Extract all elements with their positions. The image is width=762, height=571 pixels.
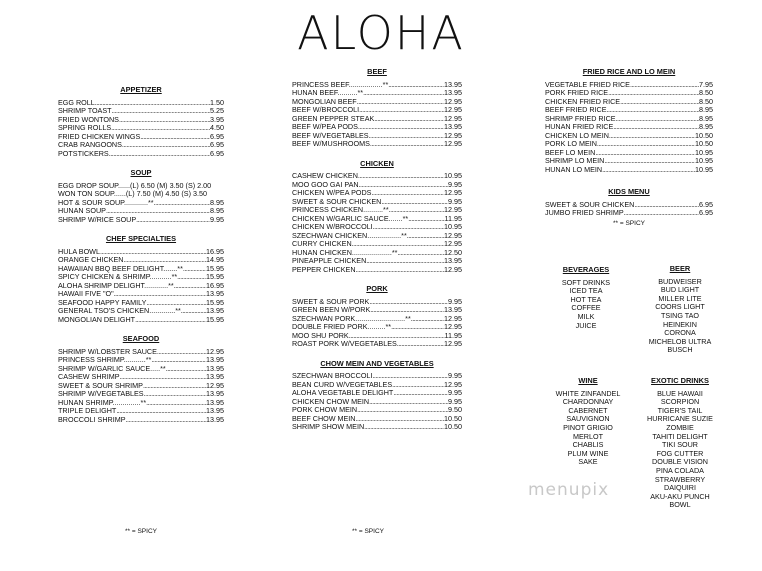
drink-item: STRAWBERRY: [654, 474, 706, 484]
item-name: HULA BOWL: [58, 246, 100, 256]
dot-leader: [174, 282, 206, 291]
item-name: SWEET & SOUR PORK: [292, 296, 370, 306]
item-name: SHRIMP FRIED RICE: [545, 113, 616, 123]
drink-item: CHARDONNAY: [562, 397, 614, 407]
dot-leader: [369, 298, 448, 307]
item-name: CHICKEN CHOW MEIN: [292, 396, 370, 406]
item-price: 9.95: [448, 388, 462, 397]
menu-section: [58, 335, 224, 424]
dot-leader: [597, 140, 695, 149]
dot-leader: [356, 266, 444, 275]
item-price: 9.95: [448, 296, 462, 306]
dot-leader: [144, 390, 206, 399]
dot-leader: [595, 149, 695, 158]
item-price: 13.95: [206, 397, 224, 407]
drinks-heading: EXOTIC DRINKS: [651, 376, 709, 385]
item-name: HUNAN SHRIMP..............**: [58, 397, 147, 407]
item-price: 8.95: [699, 105, 713, 114]
dot-leader: [604, 157, 695, 166]
drink-item: PINA COLADA: [656, 465, 704, 475]
menu-column-right: [545, 68, 713, 242]
item-price: 13.95: [444, 79, 462, 89]
menu-column-left: [58, 86, 224, 435]
dot-leader: [411, 315, 444, 324]
drink-item: MICHELOB ULTRA: [648, 336, 712, 346]
item-price: 15.95: [206, 297, 224, 307]
section-heading: CHICKEN: [360, 158, 394, 168]
item-name: SHRIMP W/RICE SOUP: [58, 214, 137, 224]
item-name: BEEF FRIED RICE: [545, 105, 607, 114]
drink-item: PLUM WINE: [567, 448, 609, 458]
drink-item: BLUE HAWAII: [657, 388, 703, 398]
item-name: BEEF W/BROCCOLI: [292, 105, 360, 114]
item-price: 16.95: [206, 280, 224, 290]
item-price: 9.95: [448, 179, 462, 189]
item-price: 13.95: [444, 305, 462, 314]
item-name: MOO GOO GAI PAN: [292, 179, 359, 189]
item-price: 10.95: [695, 147, 713, 157]
item-name: CASHEW SHRIMP: [58, 372, 120, 381]
drink-item: TIKI SOUR: [662, 440, 698, 450]
drink-item: ZOMBIE: [666, 422, 694, 432]
section-heading: CHEF SPECIALTIES: [105, 234, 177, 243]
item-name: SHRIMP W/LOBSTER SAUCE: [58, 346, 157, 356]
drink-item: WHITE ZINFANDEL: [555, 388, 621, 398]
menupix-watermark: menupix: [528, 480, 610, 500]
item-price: 8.95: [210, 206, 224, 215]
item-name: SZECHWAN BROCCOLI: [292, 371, 373, 380]
dot-leader: [356, 415, 445, 424]
item-name: HUNAN FRIED RICE: [545, 122, 614, 131]
menu-item: [58, 316, 224, 325]
item-name: SPRING ROLLS: [58, 123, 112, 132]
drink-item: DOUBLE VISION: [652, 457, 708, 467]
item-price: 13.95: [206, 414, 224, 424]
item-price: 15.95: [206, 272, 224, 281]
dot-leader: [607, 106, 699, 115]
item-price: 16.95: [206, 246, 224, 256]
item-price: 12.50: [444, 247, 462, 257]
item-name: CHICKEN W/BROCCOLI: [292, 222, 373, 231]
dot-leader: [602, 166, 695, 175]
drink-item: TIGER'S TAIL: [657, 405, 703, 415]
item-price: 6.95: [699, 199, 713, 209]
dot-leader: [126, 416, 207, 425]
item-name: SWEET & SOUR CHICKEN: [292, 196, 382, 206]
item-price: 9.95: [448, 196, 462, 206]
item-name: TRIPLE DELIGHT: [58, 406, 117, 415]
dot-leader: [630, 81, 699, 90]
item-price: 6.95: [210, 131, 224, 141]
section-heading: SEAFOOD: [122, 334, 160, 343]
dot-leader: [116, 407, 206, 416]
item-price: 10.95: [695, 164, 713, 174]
drink-item: HEINEKIN: [663, 319, 697, 329]
item-name: SHRIMP TOAST: [58, 106, 112, 115]
menu-item: [292, 340, 462, 349]
menu-section: [292, 68, 462, 149]
item-name: PEPPER CHICKEN: [292, 264, 356, 274]
item-name: CHICKEN W/GARLIC SAUCE.......**: [292, 213, 409, 223]
dot-leader: [135, 316, 206, 325]
item-name: PORK CHOW MEIN: [292, 405, 358, 414]
dot-leader: [608, 89, 699, 98]
dot-leader: [616, 115, 699, 124]
item-name: BROCCOLI SHRIMP: [58, 414, 126, 424]
drink-item: CORONA: [664, 328, 696, 338]
item-price: 8.95: [699, 113, 713, 123]
item-price: 13.95: [206, 406, 224, 415]
item-name: DOUBLE FRIED PORK.........**: [292, 322, 392, 331]
dot-leader: [109, 150, 210, 159]
item-price: 13.95: [206, 372, 224, 381]
item-name: MONGOLIAN DELIGHT: [58, 314, 136, 324]
item-price: 10.50: [695, 130, 713, 140]
item-name: SZECHWAN CHICKEN.................**: [292, 230, 407, 240]
item-name: CHICKEN LO MEIN: [545, 130, 609, 140]
item-price: 9.95: [448, 371, 462, 380]
item-name: POTSTICKERS: [58, 148, 109, 158]
item-price: 10.50: [444, 413, 462, 423]
item-price: 15.95: [206, 314, 224, 324]
dot-leader: [609, 132, 695, 141]
item-price: 12.95: [444, 339, 462, 348]
item-name: PRINCESS BEEF.................**: [292, 79, 389, 89]
item-price: 3.95: [210, 114, 224, 124]
item-price: 13.95: [206, 389, 224, 398]
item-name: FRIED CHICKEN WINGS: [58, 131, 141, 141]
drink-item: SCORPION: [660, 397, 700, 407]
dot-leader: [181, 307, 206, 316]
item-price: 15.95: [206, 263, 224, 273]
menu-item: [58, 150, 224, 159]
drink-item: SOFT DRINKS: [561, 277, 611, 287]
item-name: PORK LO MEIN: [545, 139, 597, 148]
dot-leader: [157, 348, 206, 357]
exotic-drinks-list: [630, 377, 730, 510]
item-name: CHICKEN W/PEA PODS: [292, 188, 372, 197]
item-name: SHRIMP SHOW MEIN: [292, 422, 365, 431]
section-heading: BEEF: [367, 67, 387, 76]
item-price: 12.95: [206, 346, 224, 356]
item-name: GREEN BEEN W/PORK: [292, 305, 371, 314]
item-name: PINEAPPLE CHICKEN: [292, 256, 367, 265]
item-name: SPICY CHICKEN & SHRIMP...........**: [58, 272, 178, 281]
item-name: BEAN CURD W/VEGETABLES: [292, 379, 393, 389]
item-price: 8.50: [699, 88, 713, 97]
menu-column-middle: [292, 68, 462, 443]
item-name: GREEN PEPPER STEAK: [292, 113, 375, 123]
beverages-list: [548, 266, 624, 330]
dot-leader: [359, 181, 448, 190]
dot-leader: [154, 199, 210, 208]
menu-item: [545, 209, 713, 218]
item-name: SWEET & SOUR CHICKEN: [545, 199, 635, 209]
item-name: MOO SHU PORK: [292, 330, 349, 340]
item-price: 13.95: [206, 306, 224, 315]
item-name: GENERAL TSO'S CHICKEN.............**: [58, 306, 181, 315]
menu-item: [58, 416, 224, 425]
dot-leader: [624, 209, 699, 218]
dot-leader: [95, 99, 210, 108]
item-price: 13.95: [444, 122, 462, 131]
menu-item: [292, 140, 462, 149]
item-name: CASHEW CHICKEN: [292, 171, 358, 180]
section-heading: CHOW MEIN AND VEGETABLES: [320, 358, 434, 368]
item-price: 12.95: [444, 313, 462, 323]
item-name: SHRIMP W/GARLIC SAUCE.....**: [58, 363, 166, 373]
item-price: 10.50: [444, 422, 462, 431]
dot-leader: [391, 323, 444, 332]
item-name: CURRY CHICKEN: [292, 239, 352, 248]
item-price: 1.50: [210, 97, 224, 107]
item-name: ALOHA SHRIMP DELIGHT............**: [58, 280, 174, 290]
drinks-heading: BEVERAGES: [562, 265, 610, 274]
dot-leader: [369, 398, 448, 407]
item-name: SZECHWAN PORK.........................**: [292, 313, 411, 323]
drink-item: BUSCH: [667, 345, 693, 355]
dot-leader: [374, 115, 444, 124]
dot-leader: [166, 365, 206, 374]
spicy-note: ** = SPICY: [613, 219, 645, 227]
menu-section: [292, 360, 462, 432]
drink-item: HURRICANE SUZIE: [647, 414, 713, 424]
item-price: 11.95: [444, 330, 462, 340]
item-price: 6.95: [210, 140, 224, 149]
section-heading: KIDS MENU: [608, 187, 650, 196]
menu-section: [292, 160, 462, 275]
item-name: BEEF W/PEA PODS: [292, 122, 358, 131]
drink-item: MILK: [577, 311, 595, 321]
menu-item: [292, 266, 462, 275]
dot-leader: [408, 215, 444, 224]
item-name: SHRIMP LO MEIN: [545, 156, 605, 165]
drink-item: HOT TEA: [570, 294, 602, 304]
drink-item: BOWL: [669, 500, 691, 510]
item-name: ORANGE CHICKEN: [58, 255, 124, 264]
item-price: 12.95: [444, 139, 462, 148]
item-name: HUNAN SOUP: [58, 206, 106, 215]
item-price: 12.95: [444, 379, 462, 389]
item-price: 13.95: [206, 363, 224, 373]
dot-leader: [634, 201, 699, 210]
item-name: PRINCESS SHRIMP...........**: [58, 355, 152, 364]
menu-item: [58, 216, 224, 225]
drink-item: DAIQUIRI: [664, 483, 696, 493]
drink-item: AKU-AKU PUNCH: [650, 491, 710, 501]
item-price: 13.95: [444, 88, 462, 97]
item-price: 11.95: [444, 213, 462, 223]
item-name: PRINCESS CHICKEN..........**: [292, 205, 389, 214]
dot-leader: [613, 123, 699, 132]
dot-leader: [370, 140, 444, 149]
item-name: HUNAN LO MEIN: [545, 164, 603, 174]
menu-section: [58, 235, 224, 324]
item-name: EGG ROLL: [58, 97, 95, 107]
section-heading: APPETIZER: [120, 85, 162, 94]
drink-item: SAUVIGNON: [566, 414, 610, 424]
item-price: 5.25: [210, 106, 224, 115]
drink-item: PINOT GRIGIO: [563, 422, 613, 432]
item-name: HOT & SOUR SOUP............**: [58, 197, 154, 207]
dot-leader: [366, 257, 444, 266]
drink-item: BUD LIGHT: [660, 285, 700, 295]
item-name: FRIED WONTONS: [58, 114, 119, 124]
dot-leader: [363, 89, 444, 98]
dot-leader: [119, 116, 210, 125]
item-price: 4.50: [210, 123, 224, 132]
dot-leader: [177, 273, 206, 282]
item-name: BEEF W/MUSHROOMS: [292, 139, 370, 148]
item-price: 12.95: [444, 264, 462, 274]
item-name: HAWAII FIVE "O": [58, 289, 114, 298]
drink-item: COORS LIGHT: [655, 302, 705, 312]
item-price: 13.95: [206, 289, 224, 298]
drink-item: TAHITI DELIGHT: [652, 431, 708, 441]
item-name: CHICKEN FRIED RICE: [545, 96, 621, 106]
item-price: 6.95: [210, 148, 224, 158]
drink-item: BUDWEISER: [658, 276, 702, 286]
item-name: BEEF W/VEGETABLES: [292, 130, 369, 140]
item-price: 9.95: [448, 396, 462, 406]
item-name: HUNAN CHICKEN....................**: [292, 247, 398, 257]
item-price: 12.95: [444, 105, 462, 114]
dot-leader: [407, 232, 444, 241]
dot-leader: [358, 123, 444, 132]
dot-leader: [140, 133, 210, 142]
item-name: ROAST PORK W/VEGETABLES: [292, 339, 397, 348]
drink-item: JUICE: [575, 320, 597, 330]
menu-item: [545, 166, 713, 175]
item-price: 10.50: [695, 139, 713, 148]
spicy-note-middle: ** = SPICY: [352, 528, 384, 535]
dot-leader: [183, 265, 206, 274]
drink-item: FOG CUTTER: [656, 448, 704, 458]
item-price: 7.95: [699, 79, 713, 89]
item-name: CRAB RANGOONS: [58, 140, 122, 149]
section-heading: PORK: [366, 284, 388, 293]
item-price: 10.95: [695, 156, 713, 165]
item-price: 9.50: [448, 405, 462, 414]
item-price: 12.95: [444, 322, 462, 331]
menu-section: [545, 188, 713, 228]
item-price: 12.95: [444, 188, 462, 197]
drinks-heading: BEER: [669, 264, 691, 273]
item-price: 12.95: [444, 230, 462, 240]
item-name: PORK FRIED RICE: [545, 88, 609, 97]
item-price: 13.95: [206, 355, 224, 364]
dot-leader: [388, 81, 444, 90]
menu-section: [58, 169, 224, 224]
drink-item: TSING TAO: [660, 310, 700, 320]
item-name: ALOHA VEGETABLE DELIGHT: [292, 388, 394, 397]
item-name: SEAFOOD HAPPY FAMILY: [58, 297, 147, 307]
item-name: SHRIMP W/VEGETABLES: [58, 389, 144, 398]
item-name: BEEF LO MEIN: [545, 147, 596, 157]
item-name: HAWAIIAN BBQ BEEF DELIGHT.......**: [58, 263, 183, 273]
dot-leader: [397, 249, 444, 258]
spicy-note-left: ** = SPICY: [125, 528, 157, 535]
item-name: JUMBO FRIED SHRIMP: [545, 208, 624, 217]
item-name: HUNAN BEEF..........**: [292, 88, 364, 97]
dot-leader: [357, 406, 448, 415]
item-price: 12.95: [206, 380, 224, 390]
item-price: 12.95: [444, 239, 462, 248]
item-name: VEGETABLE FRIED RICE: [545, 79, 630, 89]
drink-item: SAKE: [578, 457, 598, 467]
item-name: SWEET & SOUR SHRIMP: [58, 380, 143, 390]
menu-section: [292, 285, 462, 349]
item-price: 10.95: [444, 171, 462, 180]
dot-leader: [146, 399, 206, 408]
dot-leader: [364, 423, 444, 432]
dot-leader: [381, 198, 448, 207]
item-price: 8.95: [699, 122, 713, 131]
drink-item: COFFEE: [571, 303, 601, 313]
restaurant-title: ALOHA: [297, 6, 465, 60]
item-name: BEEF CHOW MEIN: [292, 413, 356, 423]
dot-leader: [358, 172, 444, 181]
dot-leader: [122, 141, 210, 150]
menu-section: [58, 86, 224, 158]
item-price: 8.50: [699, 96, 713, 106]
item-price: 10.95: [444, 222, 462, 231]
drink-item: ICED TEA: [569, 286, 603, 296]
dot-leader: [357, 98, 444, 107]
menu-section: [545, 68, 713, 174]
dot-leader: [369, 132, 444, 141]
dot-leader: [143, 382, 206, 391]
drink-item: CHABLIS: [572, 440, 604, 450]
dot-leader: [397, 340, 444, 349]
menu-item: [292, 423, 462, 432]
drink-item: CABERNET: [568, 405, 608, 415]
item-price: 12.95: [444, 130, 462, 140]
drinks-heading: WINE: [578, 376, 598, 385]
item-price: 6.95: [699, 208, 713, 217]
dot-leader: [136, 216, 210, 225]
item-price: 12.95: [444, 205, 462, 214]
drink-item: MERLOT: [573, 431, 603, 441]
item-price: 8.95: [210, 197, 224, 207]
item-name: MONGOLIAN BEEF: [292, 96, 357, 106]
drink-item: MILLER LITE: [658, 293, 702, 303]
beer-list: [630, 265, 730, 355]
item-name: EGG DROP SOUP......(L) 6.50 (M) 3.50 (S) 2.00: [58, 180, 212, 190]
item-price: 13.95: [444, 256, 462, 265]
section-heading: SOUP: [130, 168, 152, 177]
section-heading: FRIED RICE AND LO MEIN: [582, 67, 676, 76]
dot-leader: [392, 381, 444, 390]
dot-leader: [371, 189, 444, 198]
item-price: 9.95: [210, 214, 224, 224]
item-price: 12.95: [444, 113, 462, 123]
item-price: 12.95: [444, 96, 462, 106]
item-name: WON TON SOUP......(L) 7.50 (M) 4.50 (S) 3.50: [58, 189, 207, 198]
dot-leader: [112, 107, 210, 116]
dot-leader: [393, 389, 448, 398]
item-price: 14.95: [206, 255, 224, 264]
dot-leader: [620, 98, 699, 107]
wine-list: [548, 377, 628, 467]
